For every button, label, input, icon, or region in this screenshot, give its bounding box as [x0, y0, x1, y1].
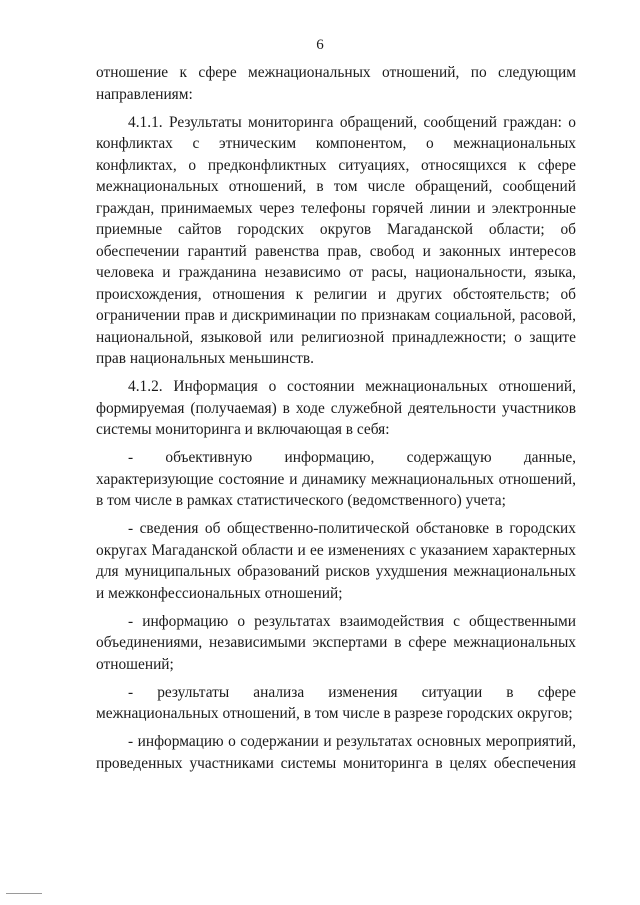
list-item-analysis-results: - результаты анализа изменения ситуации в сфере межнациональных отношений, в том числе в разрезе городских округов; [96, 683, 576, 722]
scan-edge-mark [6, 893, 42, 894]
paragraph-4-1-2: 4.1.2. Информация о состоянии межнациональных отношений, формируемая (получаемая) в ходе служебной деятельности участников системы мониторинга и включающая в себя: [96, 378, 576, 438]
list-item-events-info: - информацию о содержании и результатах основных мероприятий, проведенных участниками системы мониторинга в целях обеспечения [96, 733, 576, 772]
list-item-interaction-results: - информацию о результатах взаимодействия с общественными объединениями, независимыми экспертами в сфере межнациональных отношений; [96, 612, 576, 673]
list-item-political-situation: - сведения об общественно-политической обстановке в городских округах Магаданской области и ее изменениях с указанием характерных для муниципальных образований рисков ухудшения межнациональных и межконфессиональных отношений; [96, 520, 576, 602]
paragraph-continuation: отношение к сфере межнациональных отношений, по следующим направлениям: [96, 64, 576, 103]
paragraph-4-1-1: 4.1.1. Результаты мониторинга обращений, сообщений граждан: о конфликтах с этническим компонентом, о межнациональных конфликтах, о предконфликтных ситуациях, относящихся к сфере межнациональных отношений, в том числе обращений, сообщений граждан, принимаемых через телефоны горячей линии и электронные приемные сайтов городских округов Магаданской области; об обеспечении гарантий равенства прав, свобод и законных интересов человека и гражданина независимо от расы, национальности, языка, происхождения, отношения к религии и других обстоятельств; об ограничении прав и дискриминации по признакам социальной, расовой, национальной, языковой или религиозной принадлежности; о защите прав национальных меньшинств. [96, 113, 576, 367]
document-body [96, 62, 576, 774]
list-item-objective-info: - объективную информацию, содержащую данные, характеризующие состояние и динамику межнациональных отношений, в том числе в рамках статистического (ведомственного) учета; [96, 449, 576, 509]
page-number: 6 [316, 37, 324, 53]
